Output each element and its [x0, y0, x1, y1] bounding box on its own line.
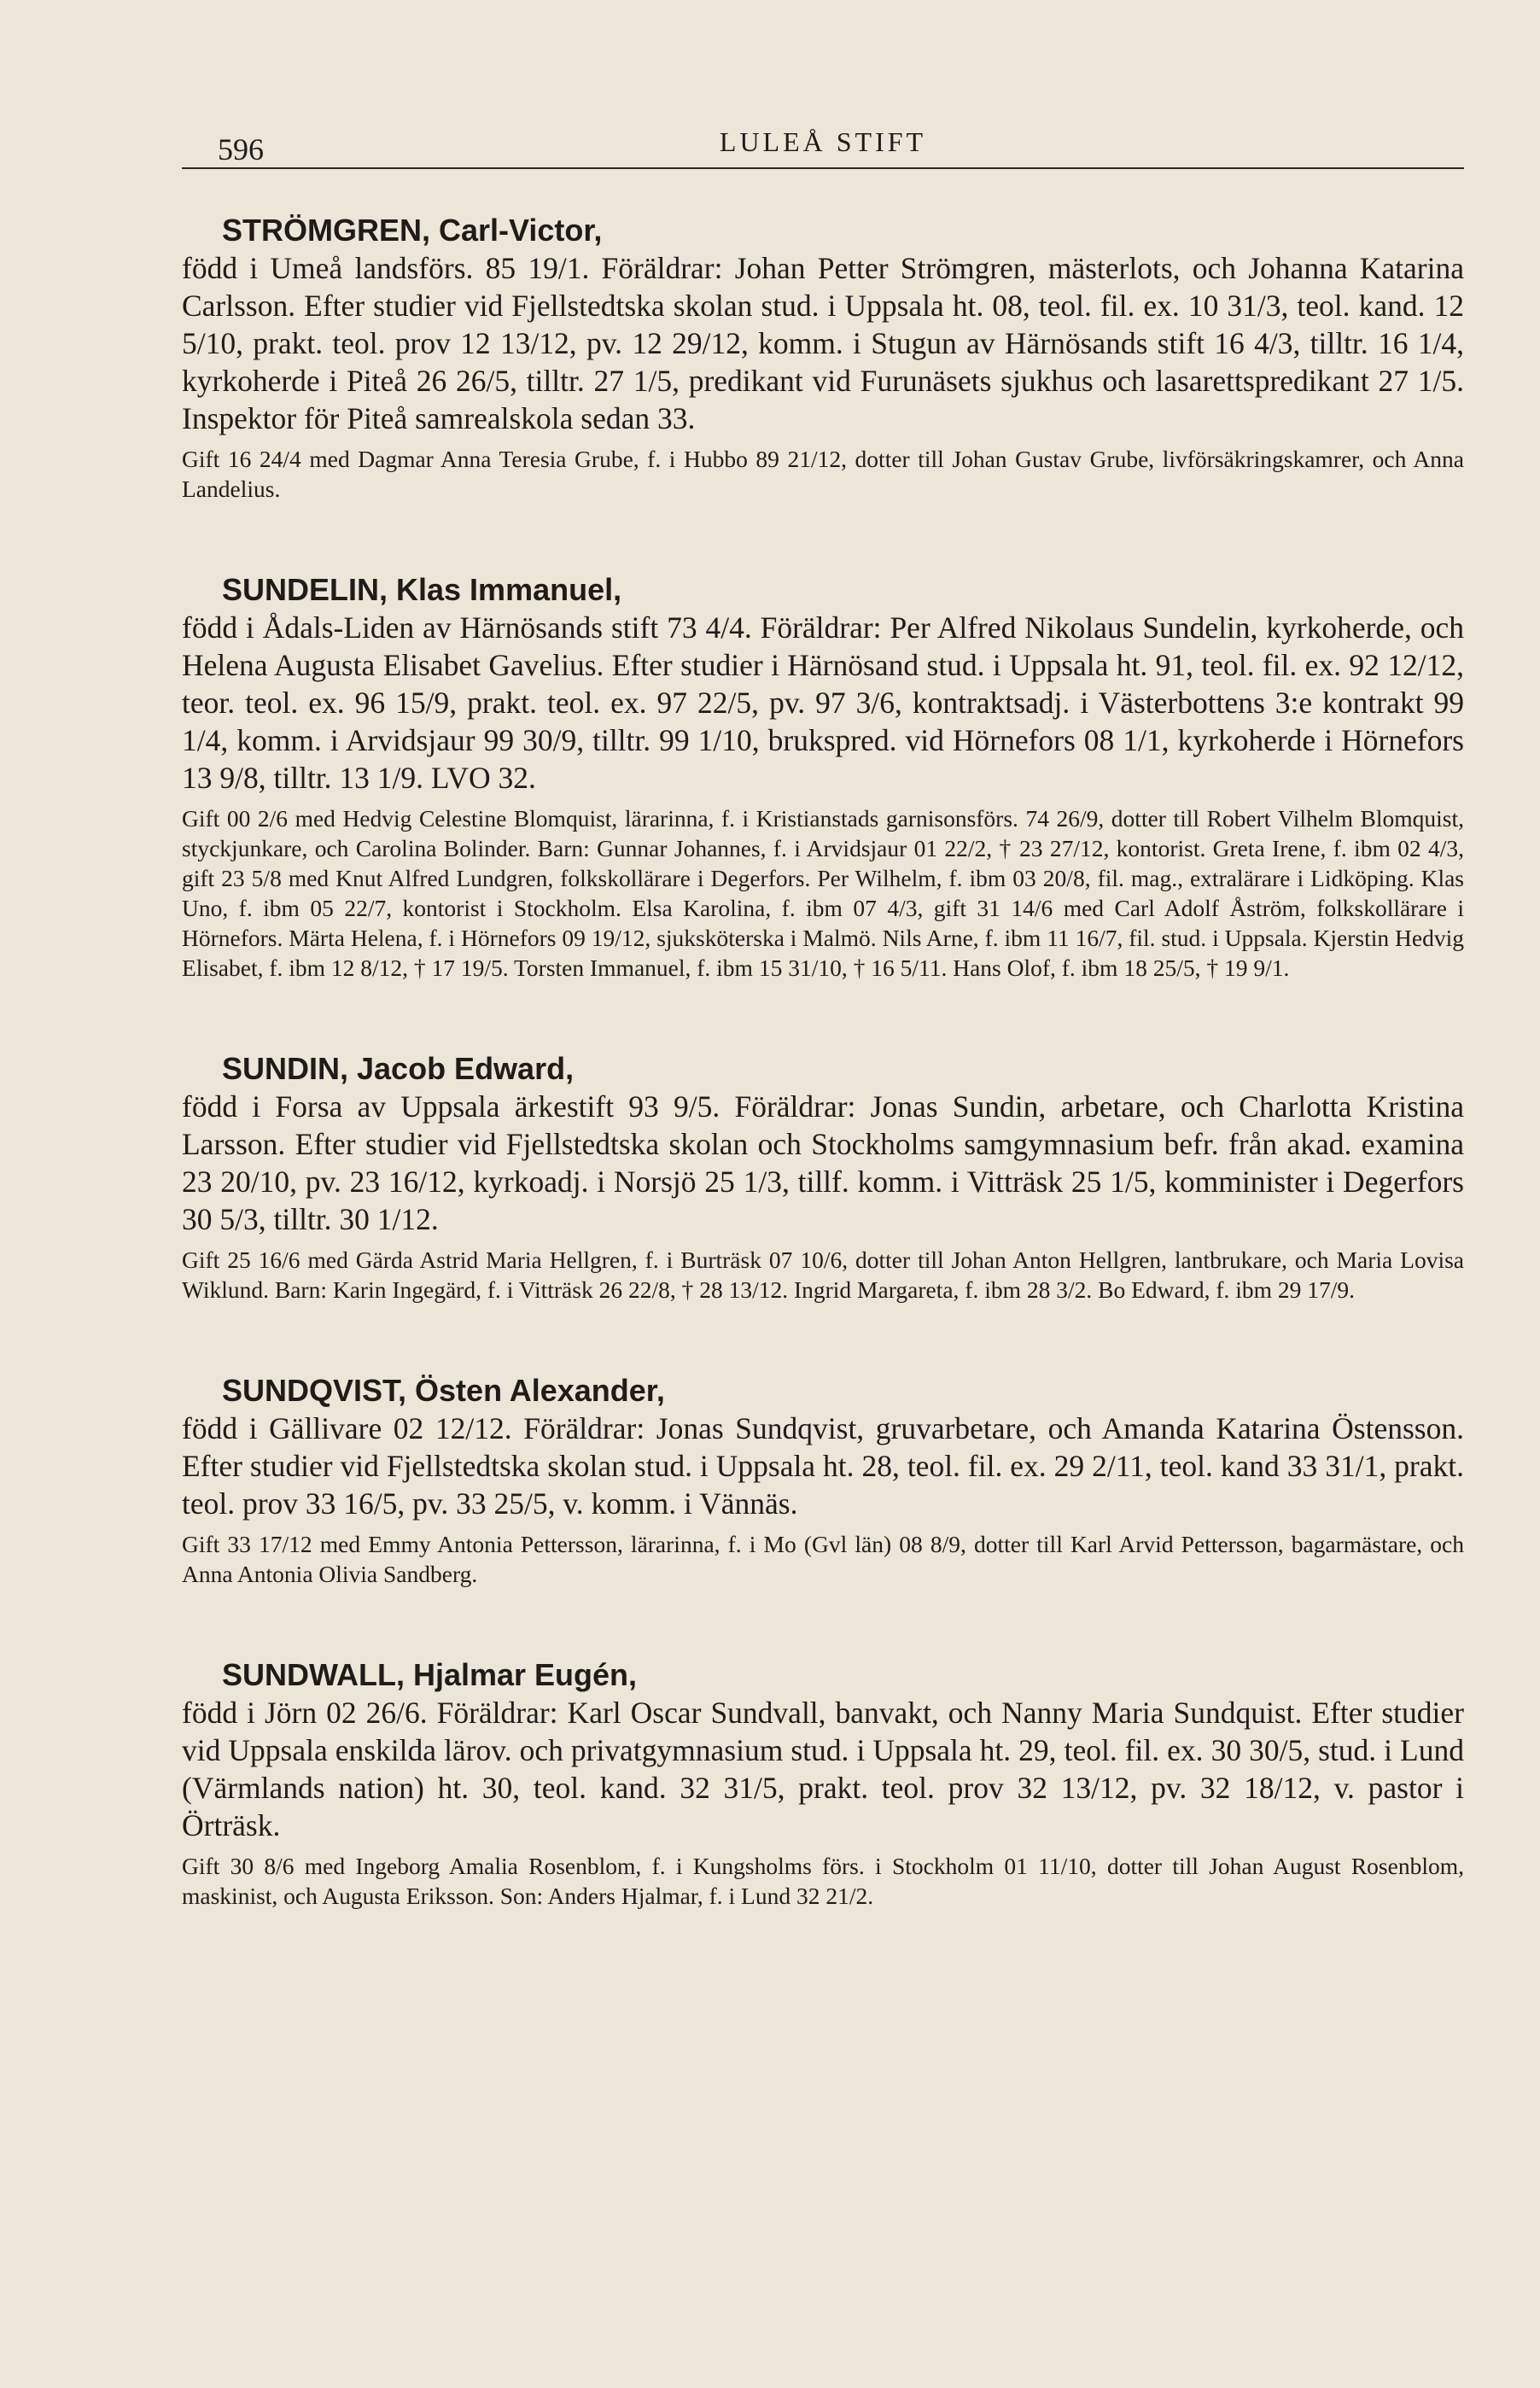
entry-biography: född i Jörn 02 26/6. Föräldrar: Karl Oscar Sundvall, banvakt, och Nanny Maria Sundquist. Efter studier vid Uppsala enskilda lärov. och privatgymnasium stud. i Uppsala ht. 29, teol. fil. ex. 30 30/5, stud. i Lund (Värmlands nation) ht. 30, teol. kand. 32 31/5, prakt. teol. prov 32 13/12, pv. 32 18/12, v. pastor i Örträsk.	[182, 1696, 1464, 1842]
entry-sundin	[182, 1050, 1464, 1305]
header-rule	[182, 167, 1464, 169]
entry-name: SUNDELIN, Klas Immanuel,	[222, 572, 622, 607]
page-header	[182, 120, 1464, 167]
entry-name: STRÖMGREN, Carl-Victor,	[222, 213, 603, 248]
entry-family: Gift 16 24/4 med Dagmar Anna Teresia Grube, f. i Hubbo 89 21/12, dotter till Johan Gustav Grube, livförsäkringskamrer, och Anna Landelius.	[182, 446, 1464, 502]
entry-family: Gift 25 16/6 med Gärda Astrid Maria Hellgren, f. i Burträsk 07 10/6, dotter till Johan Anton Hellgren, lantbrukare, och Maria Lovisa Wiklund. Barn: Karin Ingegärd, f. i Vitträsk 26 22/8, † 28 13/12. Ingrid Margareta, f. ibm 28 3/2. Bo Edward, f. ibm 29 17/9.	[182, 1247, 1464, 1303]
entry-family: Gift 30 8/6 med Ingeborg Amalia Rosenblom, f. i Kungsholms förs. i Stockholm 01 11/10, dotter till Johan August Rosenblom, maskinist, och Augusta Eriksson. Son: Anders Hjalmar, f. i Lund 32 21/2.	[182, 1853, 1464, 1909]
entry-family: Gift 33 17/12 med Emmy Antonia Pettersson, lärarinna, f. i Mo (Gvl län) 08 8/9, dotter till Karl Arvid Pettersson, bagarmästare, och Anna Antonia Olivia Sandberg.	[182, 1531, 1464, 1587]
entry-biography: född i Forsa av Uppsala ärkestift 93 9/5. Föräldrar: Jonas Sundin, arbetare, och Charlotta Kristina Larsson. Efter studier vid Fjellstedtska skolan och Stockholms samgymnasium befr. från akad. examina 23 20/10, pv. 23 16/12, kyrkoadj. i Norsjö 25 1/3, tillf. komm. i Vitträsk 25 1/5, komminister i Degerfors 30 5/3, tilltr. 30 1/12.	[182, 1089, 1464, 1236]
entry-name: SUNDQVIST, Östen Alexander,	[222, 1373, 665, 1408]
entry-sundwall	[182, 1656, 1464, 1911]
entry-sundelin	[182, 571, 1464, 983]
page-number: 596	[218, 132, 264, 166]
entry-family: Gift 00 2/6 med Hedvig Celestine Blomquist, lärarinna, f. i Kristianstads garnisonsförs. 74 26/9, dotter till Robert Vilhelm Blomquist, styckjunkare, och Carolina Bolinder. Barn: Gunnar Johannes, f. i Arvidsjaur 01 22/2, † 23 27/12, kontorist. Greta Irene, f. ibm 02 4/3, gift 23 5/8 med Knut Alfred Lundgren, folkskollärare i Degerfors. Per Wilhelm, f. ibm 03 20/8, fil. mag., extralärare i Lidköping. Klas Uno, f. ibm 05 22/7, kontorist i Stockholm. Elsa Karolina, f. ibm 07 4/3, gift 31 14/6 med Carl Adolf Åström, folkskollärare i Hörnefors. Märta Helena, f. i Hörnefors 09 19/12, sjuksköterska i Malmö. Nils Arne, f. ibm 11 16/7, fil. stud. i Uppsala. Kjerstin Hedvig Elisabet, f. ibm 12 8/12, † 17 19/5. Torsten Immanuel, f. ibm 15 31/10, † 16 5/11. Hans Olof, f. ibm 18 25/5, † 19 9/1.	[182, 805, 1464, 981]
entry-biography: född i Gällivare 02 12/12. Föräldrar: Jonas Sundqvist, gruvarbetare, och Amanda Katarina Östensson. Efter studier vid Fjellstedtska skolan stud. i Uppsala ht. 28, teol. fil. ex. 29 2/11, teol. kand 33 31/1, prakt. teol. prov 33 16/5, pv. 33 25/5, v. komm. i Vännäs.	[182, 1411, 1464, 1521]
entry-name: SUNDIN, Jacob Edward,	[222, 1051, 575, 1086]
entry-sundqvist	[182, 1372, 1464, 1589]
entry-biography: född i Umeå landsförs. 85 19/1. Föräldrar: Johan Petter Strömgren, mästerlots, och Johanna Katarina Carlsson. Efter studier vid Fjellstedtska skolan stud. i Uppsala ht. 08, teol. fil. ex. 10 31/3, teol. kand. 12 5/10, prakt. teol. prov 12 13/12, pv. 12 29/12, komm. i Stugun av Härnösands stift 16 4/3, tilltr. 16 1/4, kyrkoherde i Piteå 26 26/5, tilltr. 27 1/5, predikant vid Furunäsets sjukhus och lasarettspredikant 27 1/5. Inspektor för Piteå samrealskola sedan 33.	[182, 251, 1464, 435]
entries-list	[182, 212, 1464, 1978]
running-head: LULEÅ STIFT	[719, 126, 927, 157]
entry-stromgren	[182, 212, 1464, 504]
entry-name: SUNDWALL, Hjalmar Eugén,	[222, 1657, 638, 1692]
entry-biography: född i Ådals-Liden av Härnösands stift 73 4/4. Föräldrar: Per Alfred Nikolaus Sundelin, kyrkoherde, och Helena Augusta Elisabet Gavelius. Efter studier i Härnösand stud. i Uppsala ht. 91, teol. fil. ex. 92 12/12, teor. teol. ex. 96 15/9, prakt. teol. ex. 97 22/5, pv. 97 3/6, kontraktsadj. i Västerbottens 3:e kontrakt 99 1/4, komm. i Arvidsjaur 99 30/9, tilltr. 99 1/10, brukspred. vid Hörnefors 08 1/1, kyrkoherde i Hörnefors 13 9/8, tilltr. 13 1/9. LVO 32.	[182, 610, 1464, 795]
